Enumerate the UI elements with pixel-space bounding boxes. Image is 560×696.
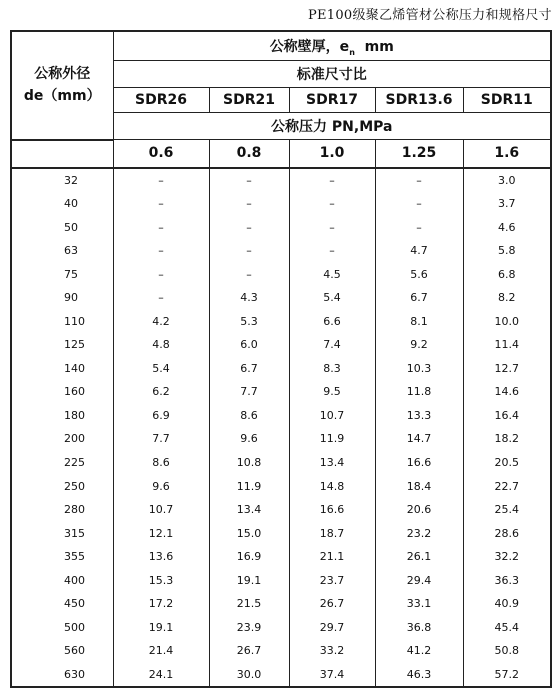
wall-thickness-cell: 11.9 (289, 427, 375, 451)
pn-value: 1.25 (375, 140, 463, 168)
outer-diameter-cell: 140 (11, 357, 113, 381)
outer-diameter-cell: 32 (11, 168, 113, 193)
table-row (11, 286, 551, 310)
wall-thickness-cell: – (209, 263, 289, 287)
wall-thickness-cell: 8.1 (375, 310, 463, 334)
wall-thickness-cell: 10.3 (375, 357, 463, 381)
wall-thickness-cell: 15.0 (209, 521, 289, 545)
pn-value: 0.6 (113, 140, 209, 168)
wall-thickness-cell: 8.2 (463, 286, 551, 310)
wall-header-suffix: mm (354, 38, 394, 55)
table-row (11, 427, 551, 451)
table-row (11, 451, 551, 475)
wall-thickness-cell: 25.4 (463, 498, 551, 522)
wall-thickness-cell: 36.8 (375, 615, 463, 639)
wall-thickness-cell: 20.5 (463, 451, 551, 475)
outer-diameter-cell: 450 (11, 592, 113, 616)
wall-thickness-cell: 18.2 (463, 427, 551, 451)
sdr-col-header: SDR17 (289, 88, 375, 113)
outer-diameter-cell: 40 (11, 192, 113, 216)
outer-diameter-cell: 110 (11, 310, 113, 334)
wall-thickness-cell: 6.6 (289, 310, 375, 334)
wall-header-prefix: 公称壁厚，e (269, 38, 350, 55)
table-row (11, 545, 551, 569)
wall-thickness-cell: 26.7 (289, 592, 375, 616)
outer-diameter-cell: 280 (11, 498, 113, 522)
wall-thickness-cell: 33.2 (289, 639, 375, 663)
table-row (11, 498, 551, 522)
outer-diameter-cell: 50 (11, 216, 113, 240)
outer-diameter-cell: 560 (11, 639, 113, 663)
wall-thickness-cell: 11.9 (209, 474, 289, 498)
outer-diameter-cell: 90 (11, 286, 113, 310)
wall-thickness-cell: – (113, 263, 209, 287)
table-row (11, 216, 551, 240)
wall-thickness-cell: 13.6 (113, 545, 209, 569)
wall-thickness-cell: – (209, 168, 289, 193)
wall-thickness-cell: 23.9 (209, 615, 289, 639)
outer-diameter-cell: 400 (11, 568, 113, 592)
wall-thickness-cell: 6.2 (113, 380, 209, 404)
wall-thickness-cell: 21.5 (209, 592, 289, 616)
sdr-col-header: SDR11 (463, 88, 551, 113)
pn-value: 1.6 (463, 140, 551, 168)
wall-thickness-cell: – (289, 168, 375, 193)
wall-thickness-cell: 11.8 (375, 380, 463, 404)
wall-thickness-cell: 7.7 (209, 380, 289, 404)
table-row (11, 568, 551, 592)
wall-thickness-cell: – (375, 216, 463, 240)
wall-thickness-cell: 29.7 (289, 615, 375, 639)
table-row (11, 168, 551, 193)
wall-thickness-cell: 36.3 (463, 568, 551, 592)
table-row (11, 357, 551, 381)
wall-thickness-cell: 6.0 (209, 333, 289, 357)
table-row (11, 615, 551, 639)
wall-thickness-cell: 5.6 (375, 263, 463, 287)
table-row (11, 333, 551, 357)
wall-thickness-cell: 18.4 (375, 474, 463, 498)
wall-thickness-cell: 6.8 (463, 263, 551, 287)
wall-thickness-cell: 40.9 (463, 592, 551, 616)
table-row (11, 662, 551, 687)
wall-thickness-cell: 57.2 (463, 662, 551, 687)
wall-thickness-cell: 28.6 (463, 521, 551, 545)
outer-diameter-cell: 630 (11, 662, 113, 687)
pipe-spec-table (10, 30, 552, 688)
pn-value: 1.0 (289, 140, 375, 168)
wall-thickness-cell: – (375, 168, 463, 193)
wall-thickness-cell: – (289, 239, 375, 263)
document-title: PE100级聚乙烯管材公称压力和规格尺寸 (307, 8, 552, 23)
wall-thickness-cell: 8.6 (209, 404, 289, 428)
wall-thickness-cell: – (209, 239, 289, 263)
wall-thickness-cell: 41.2 (375, 639, 463, 663)
table-row (11, 192, 551, 216)
wall-thickness-cell: 3.0 (463, 168, 551, 193)
wall-thickness-cell: 16.6 (289, 498, 375, 522)
table-row (11, 263, 551, 287)
outer-diameter-cell: 250 (11, 474, 113, 498)
table-body (11, 168, 551, 688)
wall-thickness-cell: 4.6 (463, 216, 551, 240)
sdr-col-header: SDR26 (113, 88, 209, 113)
wall-thickness-cell: 16.9 (209, 545, 289, 569)
wall-thickness-cell: – (113, 239, 209, 263)
wall-thickness-cell: 10.7 (113, 498, 209, 522)
wall-thickness-cell: 22.7 (463, 474, 551, 498)
wall-thickness-cell: 10.8 (209, 451, 289, 475)
wall-thickness-cell: 17.2 (113, 592, 209, 616)
wall-thickness-cell: – (113, 216, 209, 240)
wall-thickness-cell: – (289, 192, 375, 216)
table-row (11, 310, 551, 334)
wall-thickness-cell: 21.4 (113, 639, 209, 663)
wall-thickness-cell: 5.4 (113, 357, 209, 381)
table-row (11, 239, 551, 263)
wall-thickness-cell: 18.7 (289, 521, 375, 545)
wall-thickness-cell: – (209, 192, 289, 216)
wall-thickness-cell: 4.2 (113, 310, 209, 334)
wall-thickness-cell: 16.4 (463, 404, 551, 428)
wall-thickness-cell: 12.1 (113, 521, 209, 545)
wall-thickness-cell: 13.3 (375, 404, 463, 428)
table-header (11, 31, 551, 168)
wall-thickness-cell: 8.6 (113, 451, 209, 475)
table-row (11, 380, 551, 404)
wall-thickness-cell: – (113, 286, 209, 310)
outer-diameter-cell: 180 (11, 404, 113, 428)
outer-diameter-cell: 75 (11, 263, 113, 287)
wall-thickness-cell: 4.3 (209, 286, 289, 310)
wall-thickness-cell: 14.6 (463, 380, 551, 404)
wall-thickness-cell: 4.7 (375, 239, 463, 263)
wall-thickness-cell: 6.7 (375, 286, 463, 310)
wall-thickness-cell: 5.8 (463, 239, 551, 263)
wall-thickness-cell: 9.6 (209, 427, 289, 451)
wall-thickness-cell: 23.2 (375, 521, 463, 545)
wall-thickness-cell: 50.8 (463, 639, 551, 663)
wall-thickness-cell: 5.4 (289, 286, 375, 310)
wall-thickness-cell: 7.7 (113, 427, 209, 451)
sdr-col-header: SDR13.6 (375, 88, 463, 113)
outer-diameter-cell: 125 (11, 333, 113, 357)
outer-diameter-label: 公称外径 (34, 66, 91, 83)
wall-thickness-cell: – (289, 216, 375, 240)
wall-thickness-cell: 30.0 (209, 662, 289, 687)
pn-header: 公称压力 PN,MPa (113, 113, 551, 140)
wall-thickness-cell: 32.2 (463, 545, 551, 569)
wall-thickness-cell: – (113, 168, 209, 193)
wall-thickness-cell: 20.6 (375, 498, 463, 522)
wall-thickness-cell: 10.7 (289, 404, 375, 428)
pn-value: 0.8 (209, 140, 289, 168)
wall-thickness-cell: 7.4 (289, 333, 375, 357)
outer-diameter-cell: 355 (11, 545, 113, 569)
outer-diameter-cell: 200 (11, 427, 113, 451)
wall-thickness-cell: 26.1 (375, 545, 463, 569)
outer-diameter-cell: 225 (11, 451, 113, 475)
wall-thickness-cell: 13.4 (289, 451, 375, 475)
wall-thickness-cell: – (209, 216, 289, 240)
outer-diameter-unit: de（mm） (23, 88, 101, 105)
pn-spacer (11, 140, 113, 168)
wall-thickness-cell: 24.1 (113, 662, 209, 687)
wall-thickness-cell: 23.7 (289, 568, 375, 592)
wall-thickness-cell: 13.4 (209, 498, 289, 522)
wall-thickness-cell: – (375, 192, 463, 216)
outer-diameter-cell: 160 (11, 380, 113, 404)
wall-thickness-cell: 46.3 (375, 662, 463, 687)
wall-thickness-cell: 6.9 (113, 404, 209, 428)
wall-thickness-cell: 33.1 (375, 592, 463, 616)
wall-thickness-cell: 16.6 (375, 451, 463, 475)
wall-thickness-cell: – (113, 192, 209, 216)
wall-thickness-cell: 14.7 (375, 427, 463, 451)
wall-thickness-cell: 21.1 (289, 545, 375, 569)
wall-thickness-cell: 9.6 (113, 474, 209, 498)
wall-thickness-cell: 12.7 (463, 357, 551, 381)
wall-thickness-cell: 9.5 (289, 380, 375, 404)
table-row (11, 404, 551, 428)
wall-thickness-cell: 15.3 (113, 568, 209, 592)
outer-diameter-cell: 500 (11, 615, 113, 639)
table-row (11, 474, 551, 498)
wall-thickness-cell: 6.7 (209, 357, 289, 381)
wall-thickness-cell: 26.7 (209, 639, 289, 663)
sdr-col-header: SDR21 (209, 88, 289, 113)
wall-thickness-cell: 9.2 (375, 333, 463, 357)
wall-thickness-cell: 19.1 (113, 615, 209, 639)
wall-thickness-cell: 3.7 (463, 192, 551, 216)
wall-thickness-cell: 14.8 (289, 474, 375, 498)
outer-diameter-cell: 315 (11, 521, 113, 545)
wall-thickness-cell: 11.4 (463, 333, 551, 357)
wall-thickness-cell: 8.3 (289, 357, 375, 381)
wall-thickness-cell: 45.4 (463, 615, 551, 639)
table-row (11, 639, 551, 663)
wall-thickness-header (113, 31, 551, 61)
wall-thickness-cell: 37.4 (289, 662, 375, 687)
outer-diameter-cell: 63 (11, 239, 113, 263)
wall-thickness-cell: 29.4 (375, 568, 463, 592)
table-row (11, 521, 551, 545)
table-row (11, 592, 551, 616)
wall-thickness-cell: 10.0 (463, 310, 551, 334)
wall-thickness-cell: 4.5 (289, 263, 375, 287)
wall-thickness-cell: 4.8 (113, 333, 209, 357)
wall-thickness-cell: 19.1 (209, 568, 289, 592)
wall-header-sub: n (349, 47, 355, 57)
sdr-header: 标准尺寸比 (113, 61, 551, 88)
wall-thickness-cell: 5.3 (209, 310, 289, 334)
outer-diameter-header (11, 31, 113, 140)
